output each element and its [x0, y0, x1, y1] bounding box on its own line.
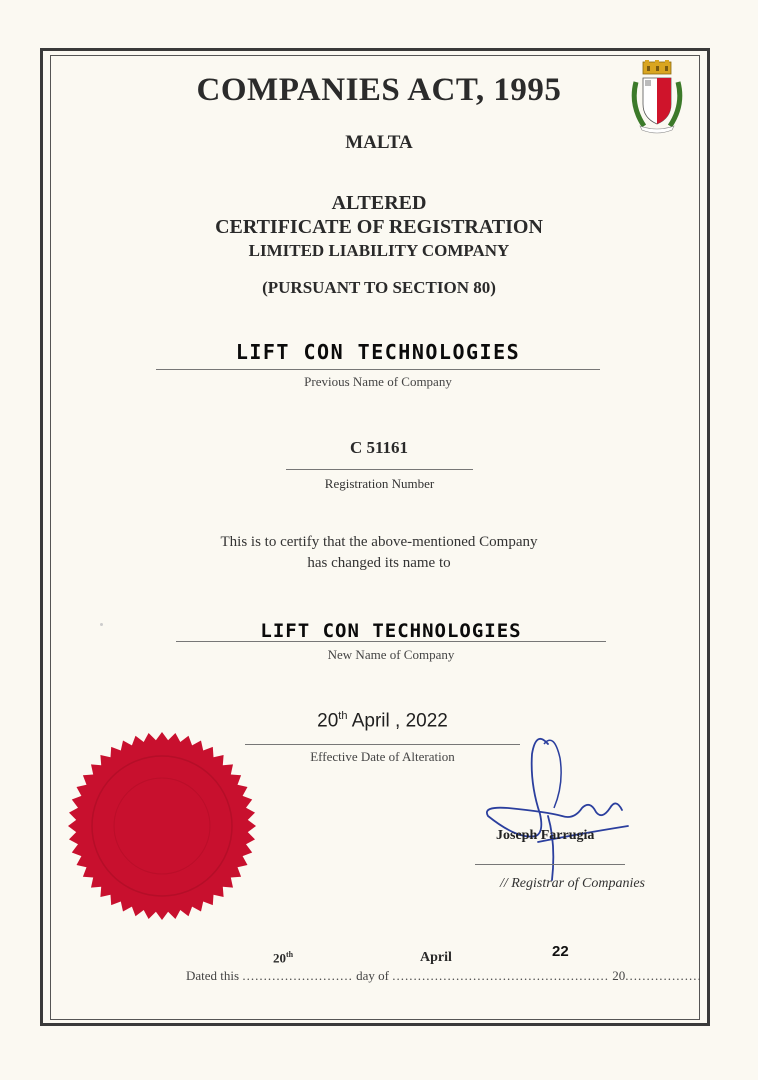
company-type-heading: LIMITED LIABILITY COMPANY	[248, 241, 510, 260]
altered-heading: ALTERED	[331, 192, 427, 214]
certify-text-line-2: has changed its name to	[307, 555, 451, 571]
document-title: COMPANIES ACT, 1995	[196, 72, 562, 108]
registration-underline	[286, 469, 473, 470]
previous-company-name: LIFT CON TECHNOLOGIES	[235, 340, 521, 364]
registrar-name: Joseph Farrugia	[496, 828, 595, 843]
registration-caption: Registration Number	[324, 476, 435, 491]
effective-date-caption: Effective Date of Alteration	[310, 749, 455, 764]
dated-prefix: Dated this	[186, 968, 240, 983]
registrar-underline	[475, 864, 625, 865]
dated-day	[273, 950, 293, 966]
certify-text-line-1: This is to certify that the above-mentioned Company	[220, 534, 538, 550]
previous-name-caption: Previous Name of Company	[304, 374, 452, 389]
effective-date-day-suffix: th	[338, 710, 348, 722]
dated-line: Dated this .......................... day of ................................................... 20..................	[186, 968, 702, 983]
new-name-caption: New Name of Company	[327, 647, 455, 662]
pursuant-section: (PURSUANT TO SECTION 80)	[262, 278, 496, 297]
dated-day-number: 20	[273, 950, 286, 966]
dated-month: April	[420, 950, 452, 965]
wax-seal-icon	[66, 730, 258, 922]
previous-name-underline	[156, 369, 600, 370]
new-company-name: LIFT CON TECHNOLOGIES	[260, 620, 522, 642]
certificate-heading: CERTIFICATE OF REGISTRATION	[215, 216, 543, 238]
dated-year-suffix: 22	[552, 943, 569, 960]
registrar-title: // Registrar of Companies	[499, 876, 645, 891]
effective-date-rest: April , 2022	[351, 710, 448, 732]
country-label: MALTA	[345, 132, 413, 153]
signature-icon	[478, 724, 638, 884]
dated-year-prefix: 20	[612, 968, 626, 983]
paper-mark	[100, 623, 103, 626]
effective-date-day: 20	[317, 710, 339, 732]
dated-day-suffix: th	[286, 950, 294, 959]
registration-number: C 51161	[349, 438, 409, 457]
dated-middle: day of	[356, 968, 389, 983]
new-name-underline	[176, 641, 606, 642]
